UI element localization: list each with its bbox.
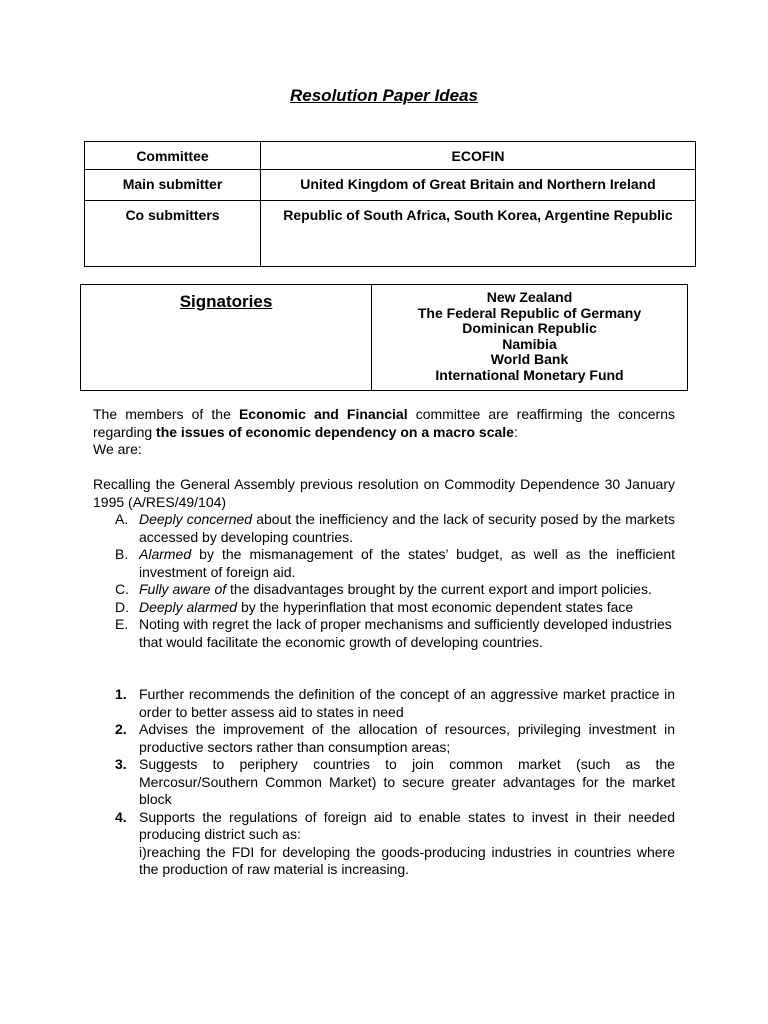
- operative-clause: [93, 756, 675, 809]
- table-row: [85, 201, 696, 267]
- clause-subitem: i)reaching the FDI for developing the goods-producing industries in countries where the production of raw material is increasing.: [139, 843, 675, 877]
- preambular-clause: [93, 581, 675, 599]
- clause-marker: B.: [115, 546, 129, 562]
- clause-marker: D.: [115, 598, 129, 615]
- signatory-item: The Federal Republic of Germany: [417, 304, 642, 321]
- co-submitters-label: Co submitters: [85, 201, 261, 267]
- clause-text: by the mismanagement of the states’ budget, as well as the inefficient investment of foreign aid.: [139, 546, 675, 580]
- intro-paragraph: [93, 406, 675, 441]
- we-are-line: We are:: [93, 441, 142, 457]
- clause-emphasis: Deeply concerned: [139, 511, 253, 527]
- clause-text: Supports the regulations of foreign aid to enable states to invest in their needed producing district such as:: [139, 808, 675, 842]
- clause-text: by the hyperinflation that most economic dependent states face: [237, 598, 634, 615]
- clause-emphasis: Alarmed: [139, 546, 192, 562]
- signatories-box: [80, 284, 688, 391]
- table-row: [85, 170, 696, 201]
- clause-emphasis: Deeply alarmed: [139, 598, 238, 615]
- table-row: [85, 142, 696, 170]
- signatory-item: Dominican Republic: [462, 320, 597, 337]
- clause-marker: A.: [115, 511, 129, 527]
- clause-marker: C.: [115, 581, 129, 597]
- clause-text: Suggests to periphery countries to join common market (such as the Mercosur/Southern Common Market) to secure greater advantages for the market block: [139, 756, 675, 807]
- co-submitters-value: Republic of South Africa, South Korea, Argentine Republic: [261, 201, 696, 267]
- resolution-body: [93, 406, 675, 879]
- signatories-heading: Signatories: [179, 292, 273, 311]
- preambular-clause: [93, 546, 675, 581]
- intro-text: committee are reaffirming the concerns regarding: [93, 406, 675, 440]
- committee-value: ECOFIN: [261, 142, 696, 170]
- page-title: Resolution Paper Ideas: [290, 86, 478, 105]
- clause-text: Further recommends the definition of the concept of an aggressive market practice in order to better assess aid to states in need: [139, 686, 675, 720]
- intro-text: :: [513, 423, 518, 440]
- committee-name: Economic and Financial: [238, 406, 408, 422]
- signatory-item: New Zealand: [486, 289, 573, 305]
- operative-clause: [93, 686, 675, 721]
- clause-marker: 2.: [115, 721, 127, 737]
- preambular-clause: [93, 616, 675, 651]
- clause-text: Noting with regret the lack of proper mechanisms and sufficiently developed industries that would facilitate the economic growth of developing countries.: [139, 616, 672, 650]
- clause-marker: 3.: [115, 756, 127, 772]
- clause-text: about the inefficiency and the lack of security posed by the markets accessed by developing countries.: [139, 511, 675, 545]
- signatory-item: World Bank: [490, 351, 569, 368]
- signatory-item: Namibia: [502, 335, 557, 352]
- preambular-clauses: [93, 511, 675, 651]
- operative-clauses: [93, 686, 675, 879]
- clause-marker: 1.: [115, 686, 127, 702]
- clause-emphasis: Fully aware of: [139, 581, 227, 597]
- submission-info-table: [84, 141, 696, 267]
- signatories-list: [372, 285, 687, 390]
- operative-clause: [93, 809, 675, 879]
- clause-marker: 4.: [115, 808, 127, 825]
- main-submitter-label: Main submitter: [85, 170, 261, 201]
- clause-text: the disadvantages brought by the current export and import policies.: [226, 581, 652, 597]
- operative-clause: [93, 721, 675, 756]
- recalling-paragraph: Recalling the General Assembly previous resolution on Commodity Dependence 30 January 1995 (A/RES/49/104): [93, 476, 675, 510]
- preambular-clause: [93, 511, 675, 546]
- issue-statement: the issues of economic dependency on a macro scale: [156, 423, 514, 440]
- signatories-heading-cell: [81, 285, 372, 390]
- intro-text: The members of the: [93, 406, 239, 422]
- signatory-item: International Monetary Fund: [435, 366, 624, 383]
- clause-text: Advises the improvement of the allocation of resources, privileging investment in productive sectors rather than consumption areas;: [139, 721, 675, 755]
- committee-label: Committee: [85, 142, 261, 170]
- main-submitter-value: United Kingdom of Great Britain and Northern Ireland: [261, 170, 696, 201]
- preambular-clause: [93, 599, 675, 617]
- clause-marker: E.: [115, 616, 129, 632]
